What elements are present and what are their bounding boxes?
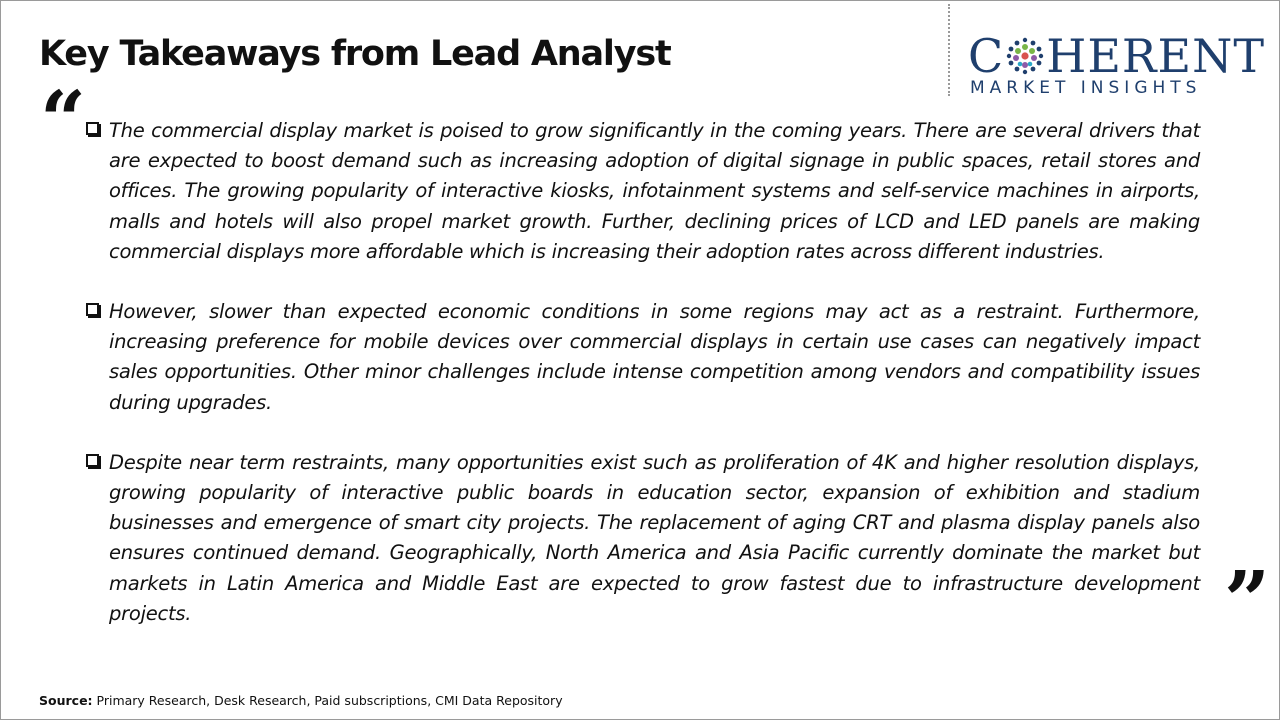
source-text: Primary Research, Desk Research, Paid subscriptions, CMI Data Repository xyxy=(96,693,563,708)
globe-icon xyxy=(1005,36,1045,76)
checkbox-bullet-icon xyxy=(86,303,99,316)
checkbox-bullet-icon xyxy=(86,122,99,135)
takeaways-list xyxy=(86,116,1200,659)
logo-subtitle: MARKET INSIGHTS xyxy=(970,78,1202,98)
open-quote-icon: “ xyxy=(40,73,87,167)
source-label: Source: xyxy=(39,693,93,708)
takeaway-text: Despite near term restraints, many opportunities exist such as proliferation of 4K and higher resolution displays, growing popularity of interactive public boards in education sector, expansion of exhibition and stadium businesses and emergence of smart city projects. The replacement of aging CRT and plasma display panels also ensures continued demand. Geographically, North America and Asia Pacific currently dominate the market but markets in Latin America and Middle East are expected to grow fastest due to infrastructure development projects. xyxy=(109,450,1200,625)
page-title: Key Takeaways from Lead Analyst xyxy=(39,34,671,74)
list-item xyxy=(86,448,1200,629)
logo-divider xyxy=(948,4,950,96)
checkbox-bullet-icon xyxy=(86,454,99,467)
takeaway-text: The commercial display market is poised to grow significantly in the coming years. There are several drivers that are expected to boost demand such as increasing adoption of digital signage in public spaces, retail stores and offices. The growing popularity of interactive kiosks, infotainment systems and self-service machines in airports, malls and hotels will also propel market growth. Further, declining prices of LCD and LED panels are making commercial displays more affordable which is increasing their adoption rates across different industries. xyxy=(109,119,1200,263)
close-quote-icon: ” xyxy=(1224,553,1271,647)
list-item xyxy=(86,297,1200,418)
logo-wordmark xyxy=(968,30,1265,82)
list-item xyxy=(86,116,1200,267)
takeaway-text: However, slower than expected economic conditions in some regions may act as a restraint. Furthermore, increasing preference for mobile devices over commercial displays in certain use cases can negatively impact sales opportunities. Other minor challenges include intense competition among vendors and compatibility issues during upgrades. xyxy=(109,300,1200,414)
logo-word-left: C xyxy=(968,29,1005,83)
logo-word-right: HERENT xyxy=(1046,29,1266,83)
company-logo xyxy=(968,29,1266,100)
source-note xyxy=(39,693,563,708)
